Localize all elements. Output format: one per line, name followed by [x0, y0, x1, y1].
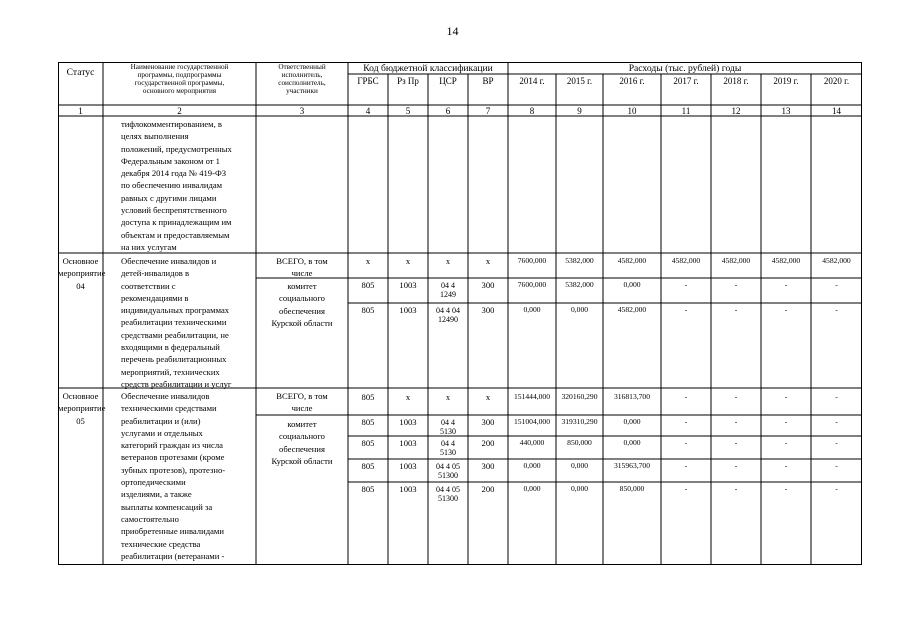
header-budget-col: Рз Пр: [397, 76, 419, 86]
row-05-executor: комитет социального обеспечения Курской области: [271, 419, 333, 466]
cell-amount: -: [784, 438, 788, 447]
row-05-status: Основное мероприятие 05: [58, 391, 106, 426]
cell-amount: 4582,000: [771, 256, 801, 265]
cell-amount: 850,000: [619, 484, 645, 493]
cell-grbs: 805: [361, 305, 375, 315]
row-04-executor-total: ВСЕГО, в том числе: [276, 256, 328, 279]
column-number: 4: [365, 106, 371, 116]
cell-csr: 04 4 5130: [440, 418, 456, 436]
cell-rzpr: х: [405, 256, 411, 266]
column-number: 8: [529, 106, 535, 116]
cell-vr: 200: [481, 484, 495, 494]
page-number: 14: [446, 24, 459, 38]
column-number: 3: [299, 106, 305, 116]
column-number: 11: [681, 106, 691, 116]
column-number: 6: [445, 106, 451, 116]
column-number: 12: [731, 106, 741, 116]
header-year: 2016 г.: [619, 76, 645, 86]
cell-grbs: 805: [361, 484, 375, 494]
cell-amount: -: [784, 280, 788, 289]
budget-table: [58, 62, 862, 565]
cell-amount: -: [684, 280, 688, 289]
row-04-executor: комитет социального обеспечения Курской области: [271, 281, 333, 328]
cell-vr: х: [485, 256, 491, 266]
cell-csr: х: [446, 393, 450, 402]
cell-amount: -: [684, 484, 688, 493]
cell-amount: -: [835, 461, 838, 470]
cell-csr: 04 4 05 51300: [436, 485, 460, 503]
cell-amount: 0,000: [523, 461, 541, 470]
cell-amount: -: [835, 484, 838, 493]
cell-rzpr: 1003: [399, 417, 417, 427]
cell-amount: 4582,000: [617, 305, 647, 314]
header-year: 2015 г.: [566, 76, 593, 86]
cell-amount: 4582,000: [822, 256, 851, 265]
cell-csr: х: [446, 257, 450, 266]
cell-amount: -: [835, 305, 838, 314]
cell-csr: 04 4 5130: [440, 439, 456, 457]
row-continuation-name: тифлокомментированием, в целях выполнения положений, предусмотренных Федеральным законом от 1 декабря 2014 года № 419-ФЗ по обеспечению инвалидам равных с другими лицами условий беспрепятственного доступа к принадлежащим им объектам и предоставляемым на них услугам: [121, 119, 232, 252]
cell-csr: 04 4 04 12490: [436, 306, 460, 324]
cell-amount: 0,000: [523, 484, 541, 493]
cell-amount: -: [684, 305, 688, 314]
cell-amount: 7600,000: [517, 280, 547, 289]
cell-amount: -: [684, 438, 688, 447]
cell-amount: -: [784, 417, 788, 426]
header-year: 2019 г.: [773, 76, 799, 86]
cell-amount: -: [684, 417, 688, 426]
header-year: 2018 г.: [723, 76, 749, 86]
cell-amount: -: [784, 305, 788, 314]
cell-amount: -: [684, 392, 688, 401]
cell-amount: 850,000: [567, 438, 592, 447]
header-name: Наименование государственной программы, подпрограммы государственной программы, основного мероприятия: [130, 63, 229, 95]
cell-rzpr: 1003: [399, 280, 417, 290]
cell-amount: 7600,000: [517, 256, 547, 265]
column-number: 1: [78, 106, 83, 116]
cell-grbs: 805: [361, 392, 375, 402]
cell-amount: 0,000: [523, 305, 541, 314]
column-number: 13: [781, 106, 791, 116]
cell-grbs: 805: [361, 461, 375, 471]
header-budget-col: ГРБС: [357, 76, 379, 86]
column-number: 5: [405, 106, 411, 116]
cell-amount: 4582,000: [671, 256, 701, 265]
cell-csr: 04 4 05 51300: [436, 462, 460, 480]
header-year: 2017 г.: [673, 76, 699, 86]
header-budget-col: ЦСР: [439, 76, 457, 86]
cell-grbs: х: [365, 256, 371, 266]
cell-rzpr: 1003: [399, 484, 417, 494]
column-number: 14: [832, 106, 841, 116]
cell-amount: -: [734, 461, 738, 470]
cell-rzpr: 1003: [399, 438, 417, 448]
cell-amount: -: [734, 484, 738, 493]
header-budget-col: ВР: [482, 76, 494, 86]
cell-amount: 315963,700: [613, 461, 651, 470]
column-number: 2: [177, 106, 182, 116]
row-05-name: Обеспечение инвалидов техническими средствами реабилитации и (или) услугами и отдельных категорий граждан из числа ветеранов протезами (кроме зубных протезов), протезно- ортопедическими изделиями, а также выплаты компенсаций за самостоятельно приобретенные инвалидами технические средства реабилитации (ветеранами -: [121, 391, 226, 561]
header-year: 2020 г.: [823, 76, 850, 86]
cell-amount: -: [835, 438, 838, 447]
cell-amount: -: [684, 461, 688, 470]
column-number: 10: [627, 106, 637, 116]
cell-rzpr: 1003: [399, 461, 417, 471]
cell-amount: -: [734, 438, 738, 447]
cell-csr: 04 4 1249: [440, 281, 456, 299]
cell-amount: -: [734, 280, 738, 289]
cell-amount: -: [784, 392, 788, 401]
column-number: 9: [577, 106, 582, 116]
cell-amount: 151444,000: [513, 392, 551, 401]
cell-amount: 320160,290: [561, 392, 598, 401]
cell-amount: 0,000: [570, 461, 589, 470]
cell-vr: 300: [481, 280, 495, 290]
cell-amount: -: [835, 392, 838, 401]
row-05-executor-total: ВСЕГО, в том числе: [276, 391, 328, 414]
cell-amount: -: [734, 392, 738, 401]
cell-amount: -: [784, 484, 788, 493]
header-year: 2014 г.: [519, 76, 545, 86]
cell-amount: 151004,000: [513, 417, 551, 426]
cell-amount: 4582,000: [721, 256, 751, 265]
cell-amount: 0,000: [623, 417, 641, 426]
header-budget-code: Код бюджетной классификации: [363, 63, 493, 74]
header-expenses: Расходы (тыс. рублей) годы: [628, 63, 742, 74]
cell-amount: -: [835, 417, 838, 426]
cell-amount: -: [784, 461, 788, 470]
cell-amount: 5382,000: [565, 256, 594, 265]
cell-amount: 4582,000: [617, 256, 647, 265]
header-status: Статус: [66, 67, 95, 78]
cell-amount: 0,000: [570, 305, 589, 314]
cell-amount: -: [734, 305, 738, 314]
cell-grbs: 805: [361, 438, 375, 448]
cell-rzpr: х: [405, 392, 411, 402]
cell-vr: 200: [481, 438, 495, 448]
cell-amount: -: [835, 280, 838, 289]
cell-amount: 0,000: [570, 484, 589, 493]
column-number: 7: [485, 106, 491, 116]
cell-amount: 0,000: [623, 438, 641, 447]
cell-amount: -: [734, 417, 738, 426]
cell-vr: 300: [481, 305, 495, 315]
cell-amount: 440,000: [519, 438, 545, 447]
header-executor: Ответственный исполнитель, соисполнитель, участники: [278, 63, 326, 95]
cell-vr: 300: [481, 417, 495, 427]
cell-vr: 300: [481, 461, 495, 471]
cell-rzpr: 1003: [399, 305, 417, 315]
cell-amount: 5382,000: [565, 280, 594, 289]
row-04-name: Обеспечение инвалидов и детей-инвалидов в соответствии с рекомендациями в индивидуальных программах реабилитации техническими средствами реабилитации, не входящими в федеральный перечень реабилитационных мероприятий, технических средств реабилитации и услуг: [121, 256, 232, 389]
cell-amount: 0,000: [623, 280, 641, 289]
cell-grbs: 805: [361, 280, 375, 290]
cell-amount: 316813,700: [613, 392, 651, 401]
cell-amount: 319310,290: [561, 417, 598, 426]
cell-grbs: 805: [361, 417, 375, 427]
row-04-status: Основное мероприятие 04: [58, 256, 106, 291]
cell-vr: х: [485, 392, 491, 402]
